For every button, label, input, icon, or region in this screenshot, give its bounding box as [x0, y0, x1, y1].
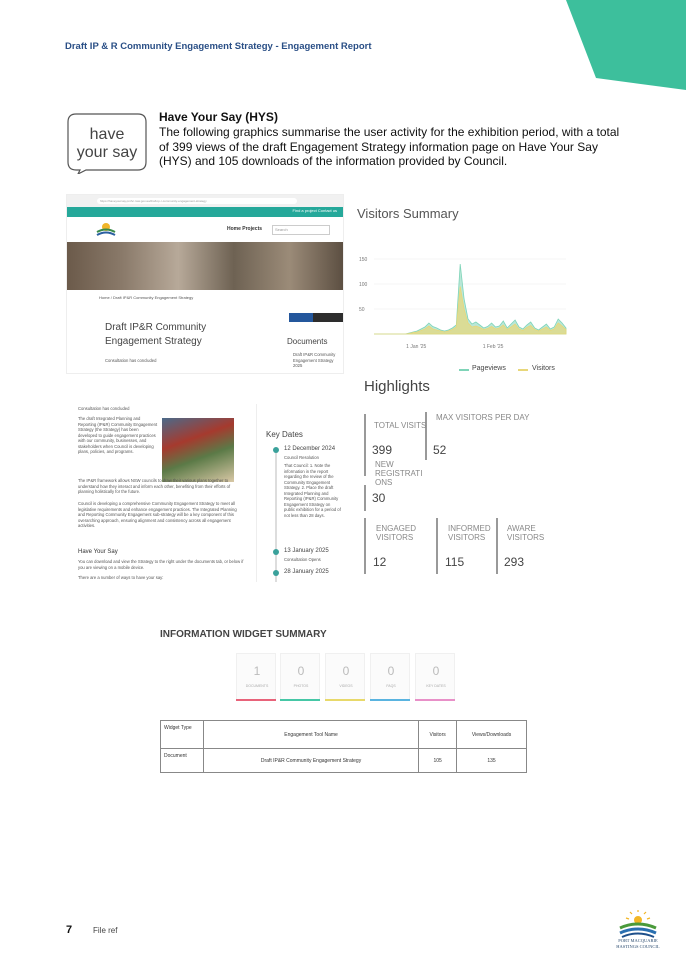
chart-y-tick-label: 50: [359, 307, 365, 313]
have-your-say-subheading: Have Your Say: [78, 549, 118, 555]
table-cell: 105: [419, 749, 457, 773]
table-row: [161, 749, 527, 773]
paragraph-3: Council is developing a comprehensive Community Engagement Strategy to meet all legislative requirements and enhance engagement practices. The Integrated Planning and Reporting Community Engagement sub-strategy will be a key component of this overarching approach, ensuring alignment and consistency across all engagement activities.: [78, 501, 237, 528]
report-header-title: Draft IP & R Community Engagement Strategy - Engagement Report: [65, 41, 372, 52]
widget-card-videos: [325, 653, 365, 701]
council-logo-icon: [608, 910, 668, 940]
people-photo: [162, 418, 234, 482]
widget-card-value: 1: [253, 664, 261, 678]
table-header-cell: Views/Downloads: [457, 721, 527, 749]
highlight-label: ENGAGED VISITORS: [376, 524, 417, 542]
widget-card-bar: [280, 699, 320, 701]
highlight-value: 399: [372, 443, 393, 457]
timeline-dot: [273, 447, 279, 453]
table-cell: Document: [161, 749, 204, 773]
widget-card-key-dates: [415, 653, 455, 701]
highlight-label: MAX VISITORS PER DAY: [436, 413, 530, 422]
table-cell: 135: [457, 749, 527, 773]
doc-link: Draft IP&R Community Engagement Strategy 2025: [293, 352, 336, 368]
highlight-divider: [496, 518, 498, 574]
key-date-3: 28 January 2025: [284, 569, 329, 575]
widget-card-photos: [280, 653, 320, 701]
teal-corner-decoration: [566, 0, 686, 90]
consultation-note-2: Consultation has concluded: [78, 406, 130, 411]
widget-card-value: 0: [387, 664, 395, 678]
logo-text-line-2: HASTINGS COUNCIL: [616, 943, 660, 949]
page-number: 7: [66, 924, 73, 936]
breadcrumb: Home / Draft IP&R Community Engagement Strategy: [99, 295, 194, 300]
table-header-row: [161, 721, 527, 749]
highlight-label: TOTAL VISITS: [374, 421, 427, 430]
highlight-divider: [364, 485, 366, 511]
highlight-value: 30: [372, 491, 386, 505]
key-date-1-sub: Council Resolution: [284, 455, 319, 460]
widget-card-faqs: [370, 653, 410, 701]
table-cell: Draft IP&R Community Engagement Strategy: [203, 749, 418, 773]
table-header-cell: Visitors: [419, 721, 457, 749]
site-search: Search: [272, 225, 330, 235]
timeline-dot: [273, 570, 279, 576]
chart-series-visitors: [374, 287, 566, 335]
widget-card-bar: [325, 699, 365, 701]
chart-y-tick-label: 100: [359, 282, 368, 288]
bubble-line-2: your say: [76, 144, 138, 161]
key-date-2: 13 January 2025: [284, 548, 329, 554]
logo-text-line-1: PORT MACQUARIE: [618, 938, 658, 943]
engagement-tool-table: [160, 720, 527, 773]
widget-summary-title: INFORMATION WIDGET SUMMARY: [160, 629, 327, 640]
table-header-cell: Engagement Tool Name: [203, 721, 418, 749]
paragraph-1: The draft Integrated Planning and Reporting (IP&R) Community Engagement Strategy (the Strategy) has been developed to guide engagement practices with our community, businesses, and stakeholders when Council is developing plans, policies, and programs.: [78, 416, 158, 454]
site-page-title: Draft IP&R Community Engagement Strategy: [105, 322, 207, 347]
key-date-1: 12 December 2024: [284, 446, 336, 452]
widget-card-label: DOCUMENTS: [245, 684, 269, 688]
highlights-title: Highlights: [364, 378, 430, 395]
visitors-chart: [356, 250, 570, 380]
section-body: The following graphics summarise the user activity for the exhibition period, with a total of 399 views of the draft Engagement Strategy information page on Have Your Say (HYS) and 105 downloads of the information provided by Council.: [159, 125, 620, 168]
highlight-value: 12: [373, 555, 387, 569]
chart-x-tick-label: 1 Jan '25: [406, 344, 427, 350]
legend-pageviews: Pageviews: [472, 365, 506, 372]
key-dates-heading: Key Dates: [266, 430, 303, 439]
highlight-value: 52: [433, 443, 447, 457]
hero-photo: [67, 242, 344, 290]
section-title: Have Your Say (HYS): [159, 110, 278, 124]
key-date-2-sub: Consultation Opens: [284, 557, 321, 562]
paragraph-2: The IP&R framework allows NSW councils to draw their various plans together to understand how they interact and inform each other, benefiting from their efforts of planning holistically for the future.: [78, 478, 231, 494]
council-logo-icon: [95, 221, 117, 237]
ways-text: There are a number of ways to have your say:: [78, 575, 164, 580]
widget-card-value: 0: [432, 664, 440, 678]
download-text: You can download and view the Strategy to the right under the documents tab, or below if you are viewing on a mobile device.: [78, 559, 244, 570]
widget-card-value: 0: [342, 664, 350, 678]
council-logo-text: [604, 938, 672, 949]
legend-visitors: Visitors: [532, 365, 555, 372]
site-blue-button: [289, 313, 313, 322]
timeline-dot: [273, 549, 279, 555]
highlight-divider: [364, 414, 366, 476]
widget-card-bar: [236, 699, 276, 701]
site-nav: Home Projects: [227, 226, 263, 232]
column-separator: [256, 404, 257, 582]
table-header-cell: Widget Type: [161, 721, 204, 749]
consultation-note: Consultation has concluded: [105, 358, 157, 363]
widget-card-label: KEY DATES: [426, 684, 446, 688]
site-top-links: Find a project Contact us: [292, 208, 337, 213]
chart-y-tick-label: 150: [359, 257, 368, 263]
widget-card-label: VIDEOS: [339, 684, 353, 688]
chart-series-pageviews: [374, 264, 566, 334]
highlight-label: NEW REGISTRATI ONS: [375, 460, 423, 487]
key-date-1-note: That Council: 1. Note the information in the report regarding the review of the Community Engagement Strategy. 2. Place the draft Integrated Planning and Reporting (IP&R) Community Engagement Strategy on public exhibition for a period of not less than 28 days.: [284, 463, 341, 518]
website-screenshot-bottom: [66, 404, 344, 582]
widget-card-bar: [415, 699, 455, 701]
timeline-line: [275, 448, 277, 582]
highlight-divider: [364, 518, 366, 574]
widget-card-documents: [236, 653, 276, 701]
file-ref: File ref: [93, 926, 118, 935]
widget-card-bar: [370, 699, 410, 701]
highlight-divider: [436, 518, 438, 574]
highlight-value: 115: [445, 555, 465, 569]
visitors-summary-title: Visitors Summary: [357, 206, 459, 221]
bubble-line-1: have: [89, 126, 125, 143]
chart-x-tick-label: 1 Feb '25: [482, 344, 504, 350]
documents-heading: Documents: [287, 337, 328, 346]
widget-card-label: PHOTOS: [293, 684, 309, 688]
legend-swatch-pageviews: [459, 369, 469, 371]
website-screenshot-top: [66, 194, 344, 374]
have-your-say-bubble-text: [66, 126, 148, 162]
widget-card-value: 0: [297, 664, 305, 678]
highlight-value: 293: [504, 555, 525, 569]
site-dark-button: [313, 313, 343, 322]
highlight-label: AWARE VISITORS: [507, 524, 545, 542]
widget-card-label: FAQS: [386, 684, 396, 688]
highlight-divider: [425, 412, 427, 460]
legend-swatch-visitors: [518, 369, 528, 371]
highlight-label: INFORMED VISITORS: [448, 524, 491, 542]
url-bar: https://haveyoursay.pmhc.nsw.gov.au/draft-ip-r-community-engagement-strategy: [97, 198, 297, 204]
